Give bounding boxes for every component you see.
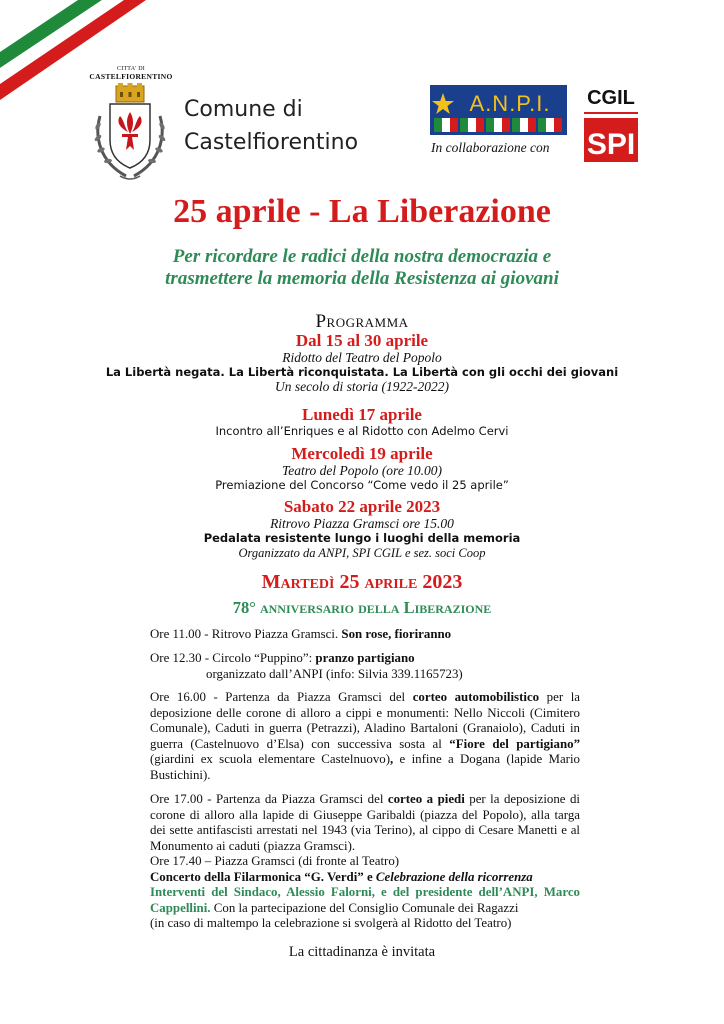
schedule-punct: , [390, 752, 394, 766]
comune-title [184, 93, 358, 159]
programma-heading: Programma [315, 311, 409, 332]
event-description: Premiazione del Concorso “Come vedo il 25 aprile” [215, 478, 509, 492]
schedule-text: Con la partecipazione del Consiglio Comunale dei Ragazzi [210, 900, 519, 915]
anniversary-heading: 78° anniversario della Liberazione [232, 598, 492, 617]
schedule-item [150, 792, 580, 932]
event-note: Un secolo di storia (1922-2022) [275, 379, 449, 394]
event-date: Sabato 22 aprile 2023 [283, 497, 441, 516]
schedule-item [150, 690, 580, 783]
schedule-item [150, 651, 580, 682]
event-organizer: Organizzato da ANPI, SPI CGIL e sez. soci Coop [238, 546, 486, 560]
speakers-text: Interventi del Sindaco, Alessio Falorni, e del presidente dell’ANPI, Marco Cappellini. [150, 885, 580, 915]
coat-of-arms-icon [90, 82, 170, 182]
event-date: Lunedì 17 aprile [302, 405, 422, 424]
cgil-logo-text: CGIL [587, 87, 635, 109]
schedule-text: e infine a Dogana (lapide Mario Bustichini). [150, 752, 581, 782]
schedule-highlight: Concerto della Filarmonica “G. Verdi” e [150, 869, 376, 884]
schedule-text: per la deposizione di corone di alloro alla lapide di Giuseppe Garibaldi (piazza del Popolo), alla targa dei sette antifascisti arrestati nel 1943 (via Terino), al cippo di Cesare Manetti e al Monumento ai caduti (piazza Gramsci). [150, 792, 580, 853]
schedule-highlight: “Fiore del partigiano” [449, 736, 581, 751]
schedule-highlight: corteo automobilistico [412, 690, 540, 704]
coat-of-arms-caption [86, 66, 176, 80]
anpi-logo [430, 85, 567, 135]
schedule-text: (giardini ex scuola elementare Castelnuovo) [150, 752, 391, 766]
schedule-text: (in caso di maltempo la celebrazione si svolgerà al Ridotto del Teatro) [150, 916, 512, 930]
cgil-spi-logo [582, 84, 640, 164]
schedule-text: Ore 12.30 - Circolo “Puppino”: [150, 651, 316, 665]
event-title: La Libertà negata. La Libertà riconquistata. La Libertà con gli occhi dei giovani [105, 365, 619, 379]
comune-line-2: Castelfiorentino [184, 130, 359, 155]
closing-text: La cittadinanza è invitata [288, 944, 436, 960]
event-location: Ritrovo Piazza Gramsci ore 15.00 [270, 516, 454, 531]
schedule-text: Ore 11.00 - Ritrovo Piazza Gramsci. [150, 627, 342, 641]
collaboration-text: In collaborazione con [431, 140, 550, 155]
main-day-date: Martedì 25 aprile 2023 [261, 571, 463, 593]
subtitle [0, 246, 724, 290]
event-location: Teatro del Popolo (ore 10.00) [281, 463, 443, 478]
schedule-text: Ore 16.00 - Partenza da Piazza Gramsci del [150, 690, 413, 704]
schedule-item [150, 627, 580, 643]
anpi-logo-text: A.N.P.I. [469, 91, 551, 116]
event-title: Pedalata resistente lungo i luoghi della memoria [203, 531, 521, 545]
spi-logo-text: SPI [586, 128, 636, 161]
subtitle-line-1: Per ricordare le radici della nostra democrazia e [172, 246, 552, 267]
schedule-text: per la deposizione delle corone di alloro a cippi e monumenti: Nello Niccoli (Cimitero Comunale), Caduti in guerra (Petrazzi), Aladino Bartaloni (Granaiolo), Caduti in guerra (Castelnuovo d’Elsa) con successiva sosta al [150, 690, 581, 751]
schedule-highlight-italic: Celebrazione della ricorrenza [375, 869, 533, 884]
page-title: 25 aprile - La Liberazione [173, 193, 551, 230]
comune-line-1: Comune di [184, 97, 303, 122]
schedule-text: organizzato dall’ANPI (info: Silvia 339.1165723) [206, 666, 463, 681]
coat-caption-small: CITTA' DI [117, 66, 145, 72]
schedule-text: Ore 17.00 - Partenza da Piazza Gramsci del [150, 792, 388, 806]
schedule-highlight: Son rose, fioriranno [341, 627, 452, 641]
event-location: Ridotto del Teatro del Popolo [282, 350, 442, 365]
event-description: Incontro all’Enriques e al Ridotto con Adelmo Cervi [215, 424, 509, 438]
schedule-text: Ore 17.40 – Piazza Gramsci (di fronte al Teatro) [150, 854, 400, 868]
coat-caption-city: CASTELFIORENTINO [89, 72, 173, 81]
subtitle-line-2: trasmettere la memoria della Resistenza ai giovani [165, 268, 559, 289]
event-date: Mercoledì 19 aprile [291, 444, 433, 463]
event-date: Dal 15 al 30 aprile [295, 331, 429, 350]
schedule-highlight: corteo a piedi [387, 792, 465, 806]
schedule-highlight: pranzo partigiano [315, 651, 415, 665]
